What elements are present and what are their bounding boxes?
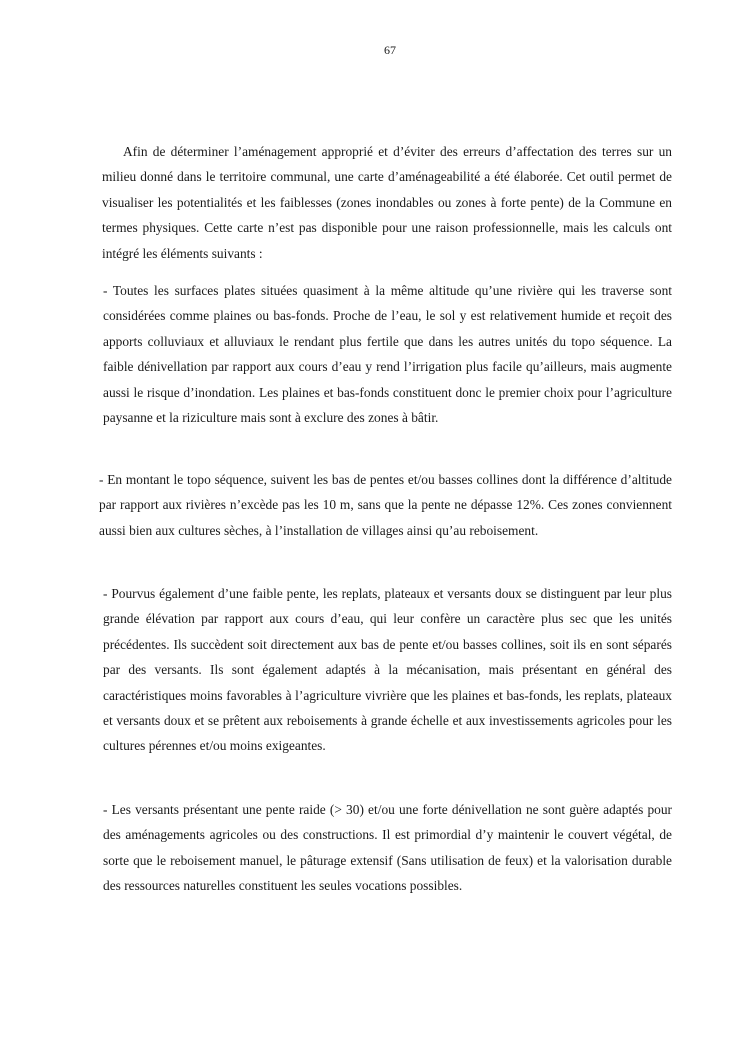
paragraph-plateaus: - Pourvus également d’une faible pente, les replats, plateaux et versants doux se distinguent par leur plus grande élévation par rapport aux cours d’eau, qui leur confère un caractère plus sec que les unités précédentes. Ils succèdent soit directement aux bas de pente et/ou basses collines, soit ils en sont séparés par des versants. Ils sont également adaptés à la mécanisation, mais présentant en général des caractéristiques moins favorables à l’agriculture vivrière que les plaines et bas-fonds, les replats, plateaux et versants doux et se prêtent aux reboisements à grande échelle et aux investissements agricoles pour les cultures pérennes et/ou moins exigeantes. bbox=[103, 586, 672, 754]
paragraph-steep-slopes: - Les versants présentant une pente raide (> 30) et/ou une forte dénivellation ne sont guère adaptés pour des aménagements agricoles ou des constructions. Il est primordial d’y maintenir le couvert végétal, de sorte que le reboisement manuel, le pâturage extensif (Sans utilisation de feux) et la valorisation durable des ressources naturelles constituent les seules vocations possibles. bbox=[103, 802, 672, 894]
paragraph-plains: - Toutes les surfaces plates situées quasiment à la même altitude qu’une rivière qui les traverse sont considérées comme plaines ou bas-fonds. Proche de l’eau, le sol y est relativement humide et reçoit des apports colluviaux et alluviaux le rendant plus fertile que dans les autres unités du topo séquence. La faible dénivellation par rapport aux cours d’eau y rend l’irrigation plus facile qu’ailleurs, mais augmente aussi le risque d’inondation. Les plaines et bas-fonds constituent donc le premier choix pour l’agriculture paysanne et la riziculture mais sont à exclure des zones à bâtir. bbox=[103, 283, 672, 426]
page-number: 67 bbox=[384, 43, 396, 57]
paragraph-low-hills: - En montant le topo séquence, suivent les bas de pentes et/ou basses collines dont la différence d’altitude par rapport aux rivières n’excède pas les 10 m, sans que la pente ne dépasse 12%. Ces zones conviennent aussi bien aux cultures sèches, à l’installation de villages ainsi qu’au reboisement. bbox=[99, 472, 672, 538]
paragraph-intro: Afin de déterminer l’aménagement approprié et d’éviter des erreurs d’affectation des terres sur un milieu donné dans le territoire communal, une carte d’aménageabilité a été élaborée. Cet outil permet de visualiser les potentialités et les faiblesses (zones inondables ou zones à forte pente) de la Commune en termes physiques. Cette carte n’est pas disponible pour une raison professionnelle, mais les calculs ont intégré les éléments suivants : bbox=[102, 144, 672, 261]
